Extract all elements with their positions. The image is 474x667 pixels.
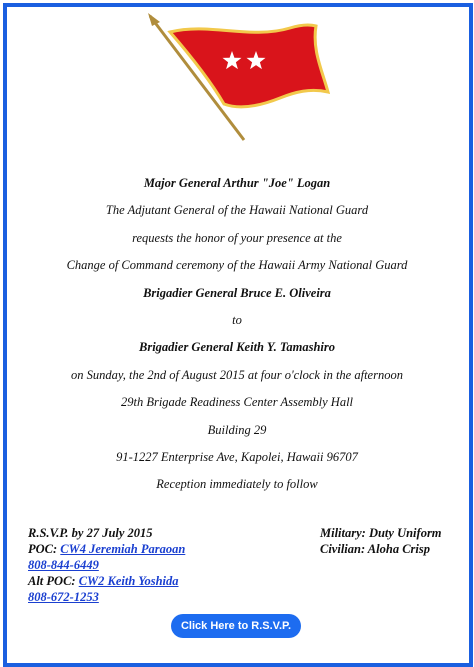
alt-poc-line: [28, 573, 268, 589]
host-title: The Adjutant General of the Hawaii National Guard: [105, 203, 369, 218]
dress-code: [320, 525, 450, 557]
poc-name-link[interactable]: CW4 Jeremiah Paraoan: [60, 542, 186, 556]
invitation-body: [0, 170, 474, 499]
event-line: Change of Command ceremony of the Hawaii Army National Guard: [66, 258, 408, 273]
poc-phone-link[interactable]: 808-844-6449: [28, 558, 99, 572]
poc-line: [28, 541, 268, 557]
poc-label: POC:: [28, 542, 61, 556]
alt-poc-label: Alt POC:: [28, 574, 79, 588]
poc-phone-line: [28, 557, 268, 573]
rsvp-deadline: R.S.V.P. by 27 July 2015: [28, 526, 153, 540]
address-line: 91-1227 Enterprise Ave, Kapolei, Hawaii 96707: [116, 449, 358, 464]
reception-line: Reception immediately to follow: [156, 477, 318, 492]
dress-civilian: Civilian: Aloha Crisp: [320, 542, 430, 556]
alt-poc-phone-link[interactable]: 808-672-1253: [28, 590, 99, 604]
alt-poc-name-link[interactable]: CW2 Keith Yoshida: [78, 574, 179, 588]
to-line: to: [232, 312, 242, 327]
host-name: Major General Arthur "Joe" Logan: [143, 176, 331, 190]
request-line: requests the honor of your presence at the: [132, 230, 342, 245]
venue-line: 29th Brigade Readiness Center Assembly Hall: [120, 395, 354, 410]
flag-finial: [148, 13, 160, 26]
dress-military: Military: Duty Uniform: [320, 526, 442, 540]
building-line: Building 29: [207, 422, 267, 437]
datetime-line: on Sunday, the 2nd of August 2015 at four o'clock in the afternoon: [71, 367, 403, 382]
two-star-general-flag-icon: [140, 10, 330, 145]
rsvp-button[interactable]: Click Here to R.S.V.P.: [171, 614, 301, 638]
outgoing-commander: Brigadier General Bruce E. Oliveira: [143, 285, 331, 300]
incoming-commander: Brigadier General Keith Y. Tamashiro: [139, 340, 335, 355]
rsvp-details: [28, 525, 268, 605]
alt-poc-phone-line: [28, 589, 268, 605]
flag-cloth: [170, 25, 328, 107]
